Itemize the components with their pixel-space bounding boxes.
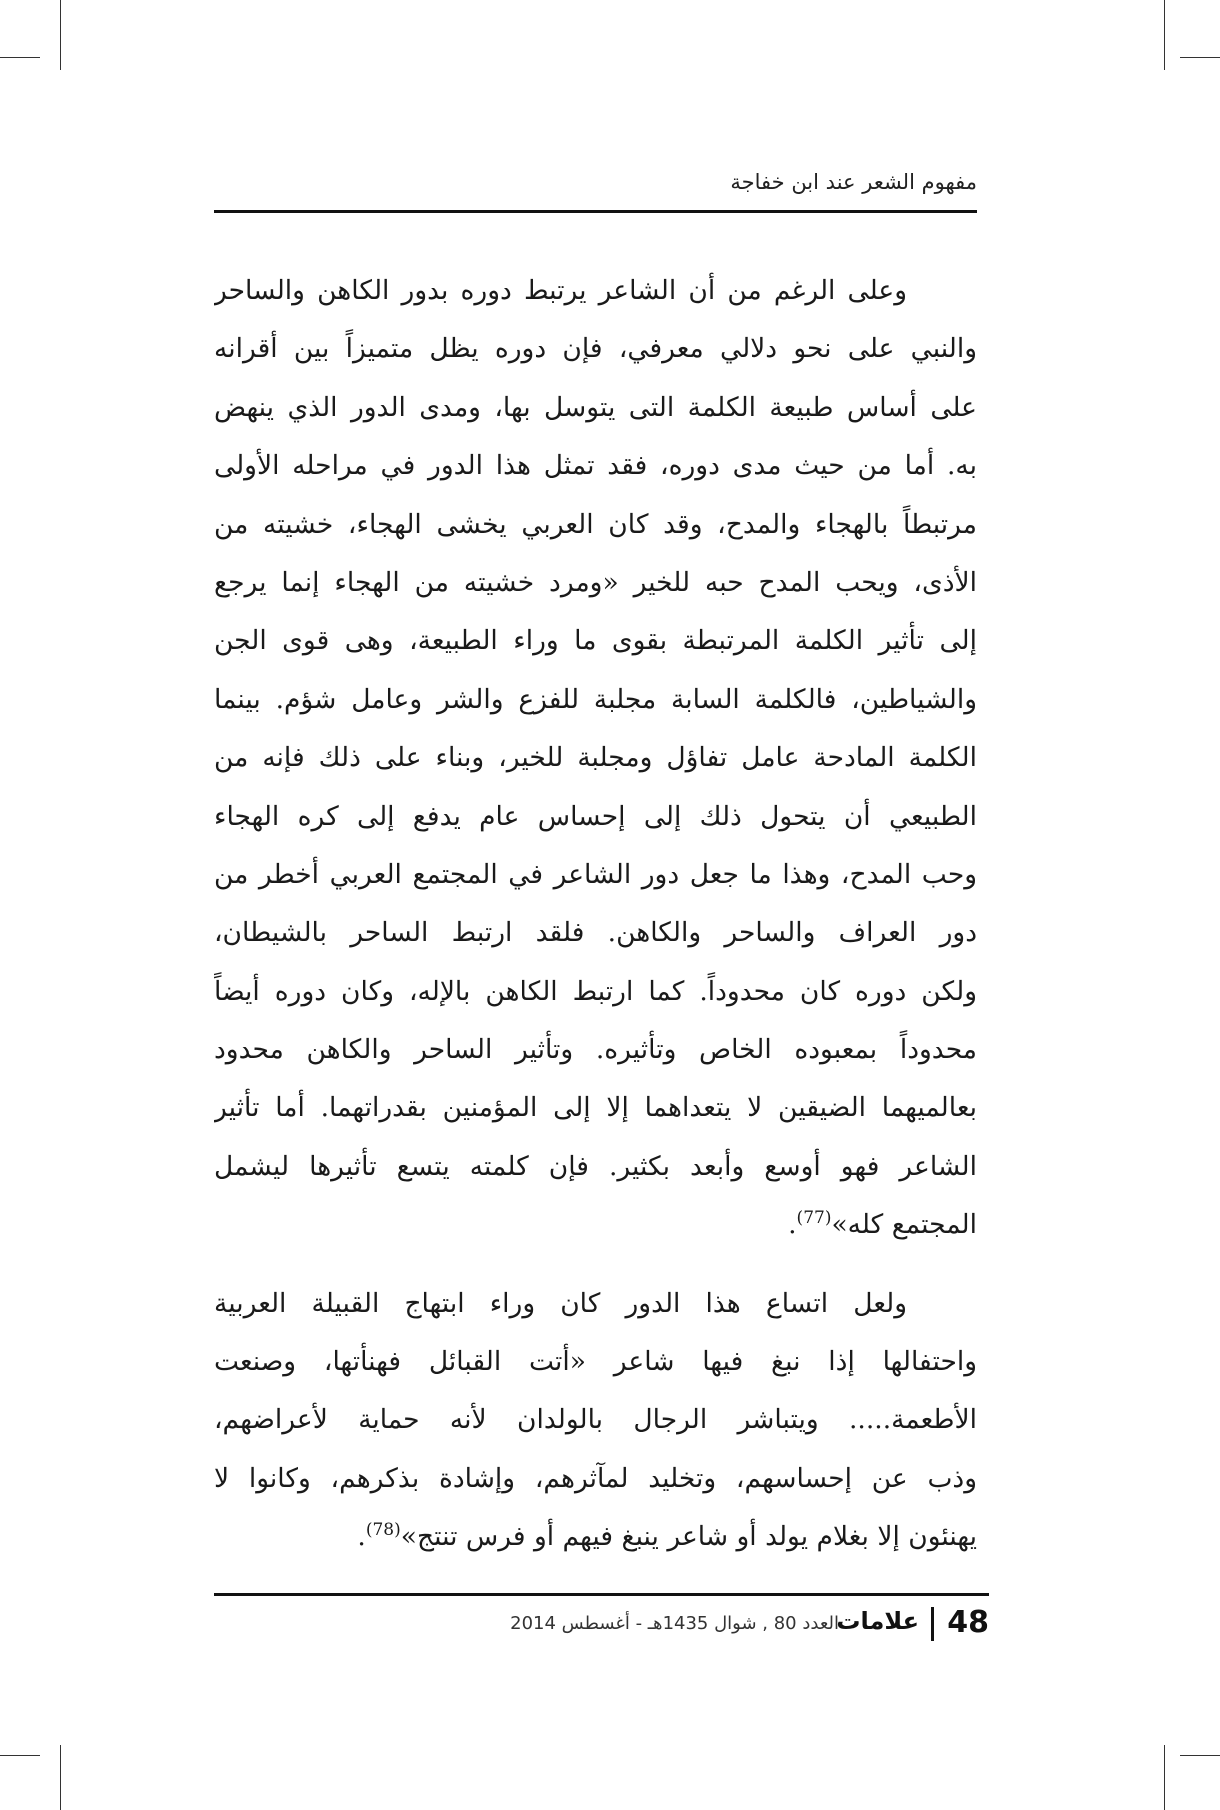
text-line: بعالميهما الضيقين لا يتعداهما إلا إلى المؤمنين بقدراتهما. أما تأثير bbox=[214, 1092, 977, 1124]
crop-mark bbox=[1164, 1745, 1165, 1810]
crop-mark bbox=[60, 0, 61, 70]
crop-mark bbox=[1164, 0, 1165, 70]
body-text bbox=[214, 262, 977, 1567]
text-line: وحب المدح، وهذا ما جعل دور الشاعر في المجتمع العربي أخطر من bbox=[214, 858, 977, 890]
footer-rule bbox=[214, 1593, 989, 1596]
text-line-content: المجتمع كله» bbox=[831, 1209, 977, 1241]
paragraph-2 bbox=[214, 1275, 977, 1567]
text-line-last bbox=[214, 1508, 977, 1566]
text-line: على أساس طبيعة الكلمة التى يتوسل بها، ومدى الدور الذي ينهض bbox=[214, 391, 977, 423]
period: . bbox=[788, 1209, 797, 1241]
text-line: إلى تأثير الكلمة المرتبطة بقوى ما وراء الطبيعة، وهى قوى الجن bbox=[214, 625, 977, 657]
text-line: دور العراف والساحر والكاهن. فلقد ارتبط الساحر بالشيطان، bbox=[214, 917, 977, 949]
text-line-last bbox=[214, 1196, 977, 1254]
issue-info: العدد 80 , شوال 1435هـ - أغسطس 2014 bbox=[510, 1613, 839, 1634]
text-line: وعلى الرغم من أن الشاعر يرتبط دوره بدور الكاهن والساحر bbox=[214, 275, 907, 306]
text-line: والشياطين، فالكلمة السابة مجلبة للفزع والشر وعامل شؤم. بينما bbox=[214, 683, 977, 715]
crop-mark bbox=[1180, 57, 1220, 58]
crop-mark bbox=[0, 57, 40, 58]
text-line: مرتبطاً بالهجاء والمدح، وقد كان العربي يخشى الهجاء، خشيته من bbox=[214, 508, 977, 540]
text-line: وذب عن إحساسهم، وتخليد لمآثرهم، وإشادة بذكرهم، وكانوا لا bbox=[214, 1462, 977, 1494]
text-line: محدوداً بمعبوده الخاص وتأثيره. وتأثير الساحر والكاهن محدود bbox=[214, 1034, 977, 1066]
text-line: واحتفالها إذا نبغ فيها شاعر «أتت القبائل فهنأتها، وصنعت bbox=[214, 1346, 977, 1378]
page-number: 48 bbox=[947, 1605, 989, 1640]
running-header bbox=[214, 170, 977, 210]
text-line: الأطعمة..... ويتباشر الرجال بالولدان لأنه حماية لأعراضهم، bbox=[214, 1404, 977, 1436]
header-rule bbox=[214, 210, 977, 213]
text-line: الكلمة المادحة عامل تفاؤل ومجلبة للخير، وبناء على ذلك فإنه من bbox=[214, 742, 977, 774]
crop-mark bbox=[1180, 1755, 1220, 1756]
footnote-ref: (77) bbox=[796, 1208, 832, 1229]
page-footer bbox=[214, 1605, 989, 1645]
running-title: مفهوم الشعر عند ابن خفاجة bbox=[730, 170, 977, 194]
text-line: والنبي على نحو دلالي معرفي، فإن دوره يظل متميزاً بين أقرانه bbox=[214, 333, 977, 365]
footer-separator bbox=[931, 1607, 934, 1641]
text-line: الطبيعي أن يتحول ذلك إلى إحساس عام يدفع إلى كره الهجاء bbox=[214, 800, 977, 832]
text-line: به. أما من حيث مدى دوره، فقد تمثل هذا الدور في مراحله الأولى bbox=[214, 450, 977, 482]
paragraph-gap bbox=[214, 1255, 977, 1275]
text-line: ولعل اتساع هذا الدور كان وراء ابتهاج القبيلة العربية bbox=[214, 1287, 907, 1319]
crop-mark bbox=[60, 1745, 61, 1810]
footnote-ref: (78) bbox=[365, 1520, 401, 1541]
period: . bbox=[357, 1521, 366, 1553]
text-line: الأذى، ويحب المدح حبه للخير «ومرد خشيته من الهجاء إنما يرجع bbox=[214, 566, 977, 598]
text-line-content: يهنئون إلا بغلام يولد أو شاعر ينبغ فيهم أو فرس تنتج» bbox=[400, 1521, 977, 1553]
paragraph-1 bbox=[214, 262, 977, 1255]
crop-mark bbox=[0, 1755, 40, 1756]
text-line: ولكن دوره كان محدوداً. كما ارتبط الكاهن بالإله، وكان دوره أيضاً bbox=[214, 975, 977, 1007]
journal-logo: علامات bbox=[836, 1607, 919, 1635]
text-line: الشاعر فهو أوسع وأبعد بكثير. فإن كلمته يتسع تأثيرها ليشمل bbox=[214, 1150, 977, 1182]
